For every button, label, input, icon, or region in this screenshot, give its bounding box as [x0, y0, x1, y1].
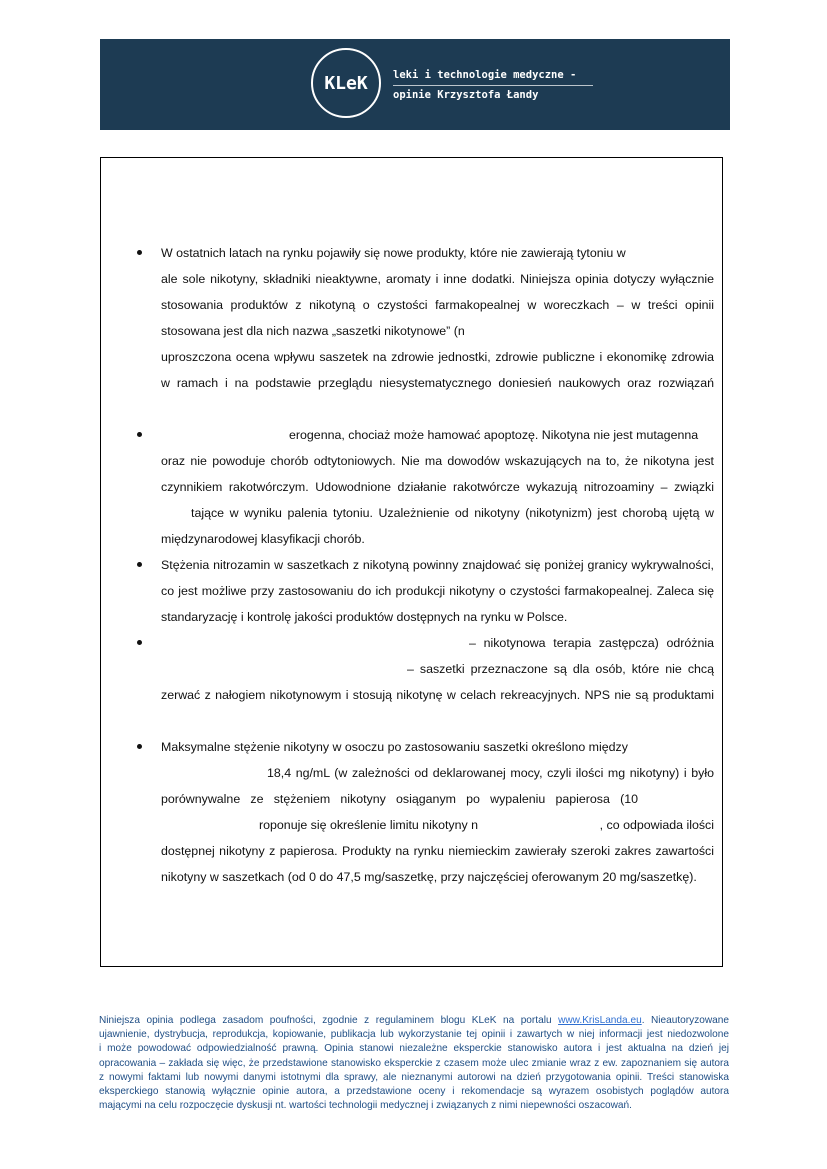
bullet-item-2 — [101, 422, 724, 552]
text-fragment: roponuje się określenie limitu nikotyny n — [259, 818, 479, 832]
bullet-marker — [137, 640, 142, 645]
header-tagline — [393, 67, 576, 104]
text-line: międzynarodowej klasyfikacji chorób. — [161, 532, 365, 546]
text-line: Maksymalne stężenie nikotyny w osoczu po zastosowaniu saszetki określono między — [161, 740, 628, 754]
text-line: porównywalne ze stężeniem nikotyny osiąganym po wypaleniu papierosa (10 — [161, 792, 638, 806]
bullet-marker — [137, 744, 142, 749]
text-line: tające w wyniku palenia tytoniu. Uzależnienie od nikotyny (nikotynizm) jest chorobą ujętą w — [191, 506, 714, 520]
text-line: co jest możliwe przy zastosowaniu do ich produkcji nikotyny o czystości farmakopealnej. Zaleca się — [161, 584, 714, 598]
text-line: zerwać z nałogiem nikotynowym i stosują nikotynę w celach rekreacyjnych. NPS nie są produktami — [161, 688, 714, 702]
text-line: – saszetki przeznaczone są dla osób, które nie chcą — [407, 662, 714, 676]
footer-line: opracowania – zakłada się więc, że przedstawione stanowisko eksperckie z czasem może ulec zmianie wraz z ew. zapoznaniem się autora — [99, 1057, 729, 1069]
bullet-list — [101, 240, 724, 890]
footer-line: i może powodować odpowiedzialność prawną. Opinia stanowi niezależne eksperckie stanowisko autora i jest aktualna na dzień jej — [99, 1043, 729, 1055]
bullet-item-3 — [101, 552, 724, 630]
tagline-divider — [393, 85, 593, 86]
spacer — [161, 396, 714, 422]
tagline-line-2: opinie Krzysztofa Łandy — [393, 89, 539, 101]
confidentiality-footer — [99, 1014, 729, 1113]
bullet-item-1 — [101, 240, 724, 422]
logo-text: KLeK — [324, 72, 368, 94]
opinion-content-box — [100, 157, 723, 967]
footer-line: eksperckiego stanowią wyłącznie opinie autora, a przedstawione oceny i rekomendacje są wyrazem osobistych poglądów autora — [99, 1086, 729, 1098]
footer-line: z nowymi faktami lub nowymi danymi istotnymi dla sprawy, ale nieznanymi autorowi na dzień przygotowania opinii. Treści stanowiska — [99, 1071, 729, 1083]
text-line: 18,4 ng/mL (w zależności od deklarowanej mocy, czyli ilości mg nikotyny) i było — [267, 766, 714, 780]
text-line: ale sole nikotyny, składniki nieaktywne, aromaty i inne dodatki. Niniejsza opinia dotyczy wyłącznie — [161, 272, 714, 286]
bullet-item-4 — [101, 630, 724, 734]
text-line: dostępnej nikotyny z papierosa. Produkty na rynku niemieckim zawierały szeroki zakres zawartości — [161, 844, 714, 858]
text-line: standaryzację i kontrolę jakości produktów dostępnych na rynku w Polsce. — [161, 610, 568, 624]
text-fragment: , co odpowiada ilości — [599, 818, 714, 832]
text-line: Stężenia nitrozamin w saszetkach z nikotyną powinny znajdować się poniżej granicy wykrywalności, — [161, 558, 714, 572]
klek-logo — [311, 48, 381, 118]
footer-text: Niniejsza opinia podlega zasadom poufności, zgodnie z regulaminem blogu KLeK na portalu — [99, 1015, 552, 1026]
text-line: czynnikiem rakotwórczym. Udowodnione działanie rakotwórcze wykazują nitrozoaminy – związki — [161, 480, 714, 494]
text-line: oraz nie powoduje chorób odtytoniowych. Nie ma dowodów wskazujących na to, że nikotyna jest — [161, 454, 714, 468]
text-line: W ostatnich latach na rynku pojawiły się nowe produkty, które nie zawierają tytoniu w — [161, 246, 626, 260]
footer-text: . Nieautoryzowane — [641, 1015, 729, 1026]
footer-line: ujawnienie, dystrybucja, reprodukcja, kopiowanie, publikacja lub wykorzystanie tej opinii i zawartych w niej informacji jest niedozwolone — [99, 1029, 729, 1041]
text-line: nikotyny w saszetkach (od 0 do 47,5 mg/saszetkę, przy najczęściej oferowanym 20 mg/saszetkę). — [161, 870, 697, 884]
text-line: uproszczona ocena wpływu saszetek na zdrowie jednostki, zdrowie publiczne i ekonomikę zdrowia — [161, 350, 714, 364]
spacer — [161, 708, 714, 734]
footer-line — [99, 1014, 729, 1028]
text-line: erogenna, chociaż może hamować apoptozę. Nikotyna nie jest mutagenna — [289, 428, 699, 442]
text-line: – nikotynowa terapia zastępcza) odróżnia — [469, 636, 714, 650]
bullet-marker — [137, 562, 142, 567]
bullet-item-5 — [101, 734, 724, 890]
header-banner — [100, 39, 730, 130]
text-line — [161, 812, 714, 838]
tagline-line-1: leki i technologie medyczne - — [393, 69, 577, 81]
text-line: w ramach i na podstawie przeglądu niesystematycznego doniesień naukowych oraz rozwiązań — [161, 376, 714, 390]
bullet-marker — [137, 432, 142, 437]
text-line: stosowania produktów z nikotyną o czystości farmakopealnej w woreczkach – w treści opinii — [161, 298, 714, 312]
text-line: stosowana jest dla nich nazwa „saszetki nikotynowe” (n — [161, 324, 465, 338]
portal-link[interactable]: www.KrisLanda.eu — [558, 1015, 642, 1026]
bullet-marker — [137, 250, 142, 255]
footer-line: mającymi na celu rozpoczęcie dyskusji nt. wartości technologii medycznej i związanych z nimi niepewności oszacowań. — [99, 1100, 632, 1112]
